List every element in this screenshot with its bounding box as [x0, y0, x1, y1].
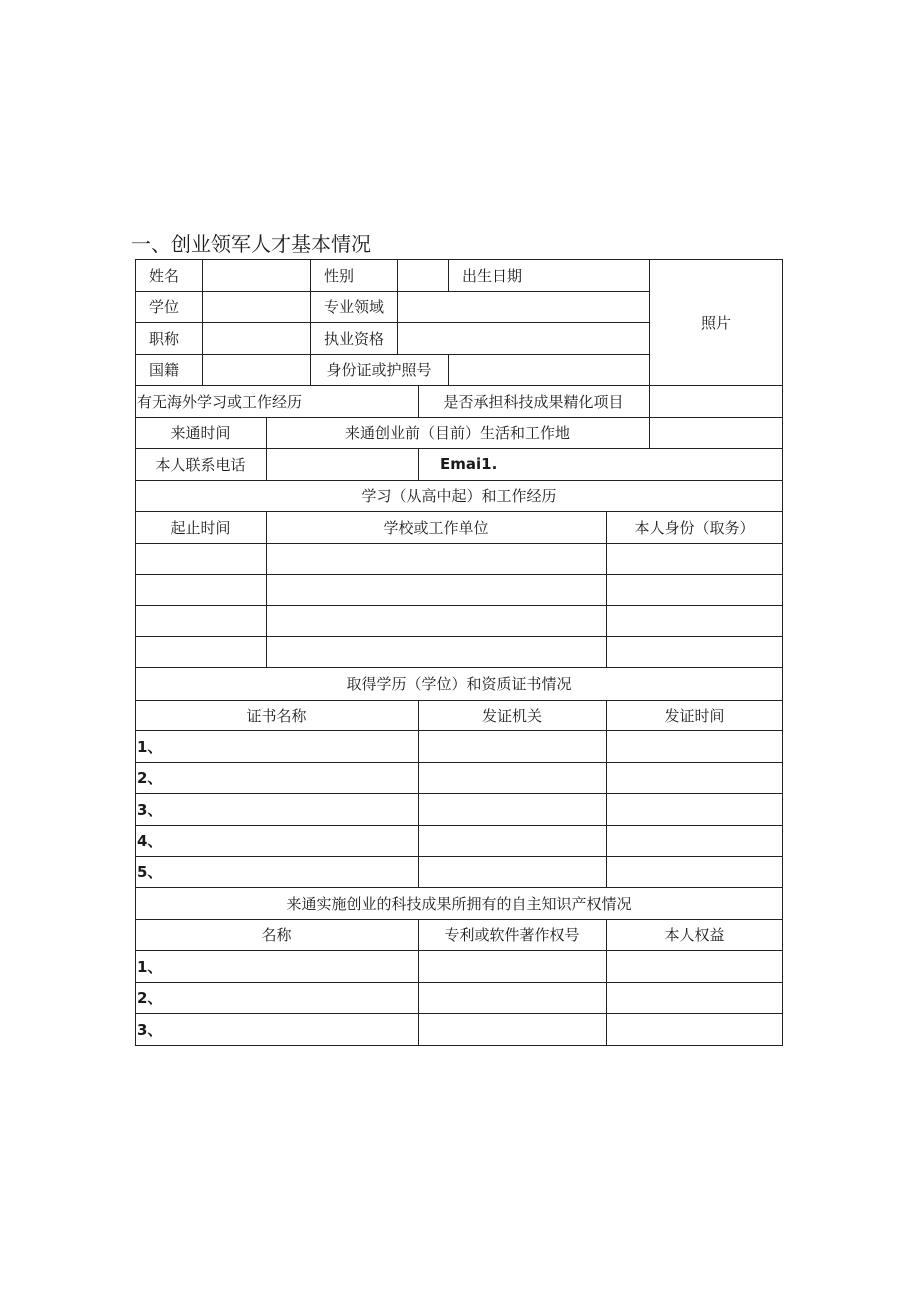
certificate-row-4[interactable]: 4、: [137, 832, 163, 850]
certificates-header: 取得学历（学位）和资质证书情况: [346, 675, 572, 693]
degree-field[interactable]: [203, 292, 310, 322]
certificate-row-2[interactable]: 2、: [137, 769, 163, 787]
degree-label: 学位: [149, 298, 180, 316]
qualification-label: 执业资格: [324, 329, 385, 348]
prior-place-label: 来通创业前（目前）生活和工作地: [344, 424, 570, 442]
birth-date-label: 出生日期: [462, 266, 523, 285]
experience-row-1[interactable]: [136, 544, 266, 574]
ip-header: 来通实施创业的科技成果所拥有的自主知识产权情况: [286, 894, 632, 913]
ip-row-2[interactable]: 2、: [137, 989, 163, 1007]
project-label: 是否承担科技成果精化项目: [443, 392, 624, 411]
nationality-field[interactable]: [203, 355, 310, 385]
certificate-row-5[interactable]: 5、: [137, 863, 163, 881]
title-label: 职称: [149, 329, 180, 348]
certificate-row-3[interactable]: 3、: [137, 800, 163, 819]
ip-col-rights: 本人权益: [664, 926, 725, 944]
overseas-label: 有无海外学习或工作经历: [137, 392, 303, 411]
experience-row-4[interactable]: [136, 637, 266, 667]
title-field[interactable]: [203, 323, 310, 354]
certificates-col-date: 发证时间: [664, 706, 725, 725]
phone-field[interactable]: [267, 449, 418, 480]
experience-col-period: 起止时间: [170, 518, 231, 537]
ip-row-1[interactable]: 1、: [137, 957, 163, 976]
project-field[interactable]: [650, 386, 782, 417]
gender-field[interactable]: [398, 260, 448, 291]
field-label: 专业领域: [324, 298, 385, 316]
name-field[interactable]: [203, 260, 310, 291]
experience-header: 学习（从高中起）和工作经历: [361, 487, 557, 505]
prior-place-field[interactable]: [650, 418, 782, 448]
ip-row-3[interactable]: 3、: [137, 1020, 163, 1039]
certificates-col-issuer: 发证机关: [481, 706, 542, 725]
gender-label: 性别: [324, 266, 355, 285]
certificate-row-1[interactable]: 1、: [137, 737, 163, 756]
photo-box[interactable]: 照片: [700, 313, 731, 332]
qualification-field[interactable]: [398, 323, 649, 354]
name-label: 姓名: [149, 266, 180, 285]
experience-row-2[interactable]: [136, 575, 266, 605]
talent-info-form: [135, 259, 783, 1046]
experience-col-unit: 学校或工作单位: [383, 518, 489, 537]
nationality-label: 国籍: [149, 361, 180, 379]
arrival-label: 来通时间: [170, 424, 231, 442]
field-input[interactable]: [398, 292, 649, 322]
phone-label: 本人联系电话: [155, 455, 246, 474]
certificates-col-name: 证书名称: [246, 706, 307, 725]
ip-col-name: 名称: [261, 926, 292, 944]
id-label: 身份证或护照号: [326, 361, 432, 379]
email-label: Emai1.: [440, 455, 498, 473]
ip-col-number: 专利或软件著作权号: [444, 926, 580, 944]
experience-col-role: 本人身份（取务）: [634, 518, 755, 537]
experience-row-3[interactable]: [136, 606, 266, 636]
section-title: 一、创业领军人才基本情况: [131, 232, 371, 256]
id-field[interactable]: [449, 355, 649, 385]
